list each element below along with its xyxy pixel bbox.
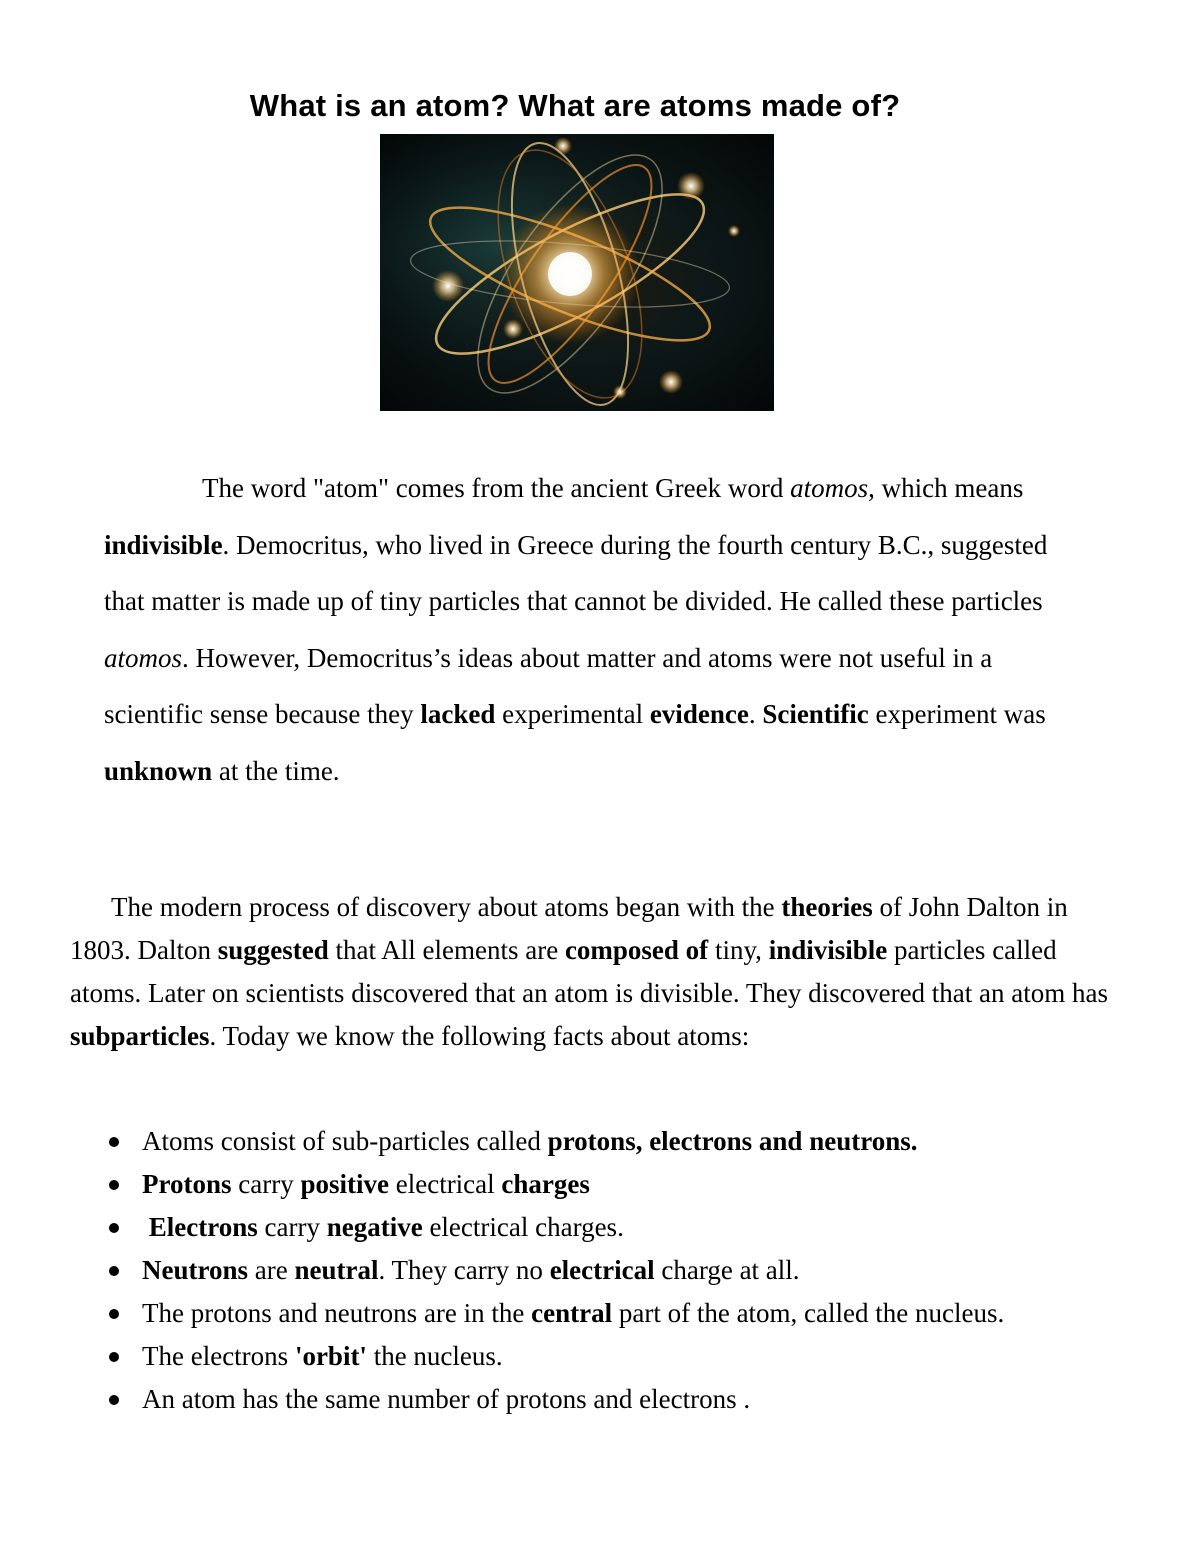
fact-item: [70, 1378, 1130, 1421]
text-run: electrical: [388, 1169, 502, 1199]
text-run: The modern process of discovery about atoms began with the: [111, 892, 782, 922]
bold-term: Electrons: [148, 1212, 258, 1242]
text-run: The electrons: [142, 1341, 295, 1371]
bold-term: charges: [501, 1169, 590, 1199]
text-run: , which means: [868, 473, 1024, 503]
text-run: electrical charges.: [422, 1212, 624, 1242]
text-run: . Today we know the following facts about atoms:: [209, 1021, 750, 1051]
bold-term: subparticles: [70, 1021, 210, 1051]
bold-term: lacked: [420, 699, 496, 729]
text-run: experimental: [495, 699, 650, 729]
italic-term: atomos: [104, 642, 183, 673]
text-run: .: [748, 699, 763, 729]
text-run: particles called atoms. Later on scientists discovered that an atom is divisible. They discovered that an atom has: [70, 935, 1108, 1008]
bold-term: unknown: [104, 755, 213, 786]
text-run: tiny,: [708, 935, 769, 965]
text-run: of John Dalton in 1803. Dalton: [70, 892, 1068, 965]
text-run: that All elements are: [328, 935, 565, 965]
fact-item: [70, 1335, 1130, 1378]
text-run: charge at all.: [654, 1255, 800, 1285]
atom-graphic: [380, 134, 774, 411]
atom-illustration: [380, 134, 774, 411]
text-run: experiment was: [868, 699, 1046, 729]
text-run: An atom has the same number of protons and electrons .: [142, 1384, 751, 1414]
bold-term: composed of: [564, 935, 709, 965]
bold-term: Scientific: [762, 699, 869, 729]
bold-term: Protons: [142, 1169, 232, 1199]
fact-item: [70, 1292, 1130, 1335]
text-run: at the time.: [212, 755, 340, 786]
bullet-icon: [109, 1180, 119, 1190]
text-run: part of the atom, called the nucleus.: [612, 1298, 1005, 1328]
text-run: The word "atom" comes from the ancient Greek word: [202, 473, 791, 503]
text-run: Atoms consist of sub-particles called: [142, 1126, 548, 1156]
text-run: the nucleus.: [366, 1341, 503, 1371]
text-run: carry: [257, 1212, 327, 1242]
bullet-icon: [109, 1137, 119, 1147]
text-run: are: [248, 1255, 295, 1285]
bullet-icon: [109, 1352, 119, 1362]
bullet-icon: [109, 1223, 119, 1233]
bullet-icon: [109, 1266, 119, 1276]
fact-item: [70, 1120, 1130, 1163]
text-run: The protons and neutrons are in the: [142, 1298, 532, 1328]
italic-term: atomos: [790, 473, 869, 503]
bold-term: evidence: [649, 699, 749, 729]
bold-term: positive: [300, 1169, 389, 1199]
page-title: What is an atom? What are atoms made of?: [249, 88, 901, 123]
fact-item: [70, 1249, 1130, 1292]
bullet-icon: [109, 1309, 119, 1319]
text-run: . Democritus, who lived in Greece during the fourth century B.C., suggested that matter is made up of tiny particles that cannot be divided. He called these particles: [104, 529, 1048, 616]
bold-term: protons, electrons and neutrons.: [547, 1126, 918, 1156]
atom-facts-list: [70, 1120, 1130, 1421]
bullet-icon: [109, 1395, 119, 1405]
fact-item: [70, 1206, 1130, 1249]
fact-item: [70, 1163, 1130, 1206]
bold-term: 'orbit': [294, 1341, 367, 1371]
intro-paragraph: [104, 460, 1094, 799]
bold-term: indivisible: [768, 935, 888, 965]
bold-term: neutral: [294, 1255, 379, 1285]
bold-term: central: [531, 1298, 613, 1328]
text-run: . However, Democritus’s ideas about matter and atoms were not useful in a scientific sense because they: [104, 642, 993, 729]
text-run: carry: [231, 1169, 301, 1199]
bold-term: electrical: [549, 1255, 655, 1285]
text-run: . They carry no: [378, 1255, 550, 1285]
dalton-paragraph: [70, 886, 1130, 1058]
bold-term: negative: [326, 1212, 423, 1242]
bold-term: Neutrons: [142, 1255, 249, 1285]
bold-term: indivisible: [104, 529, 223, 560]
bold-term: suggested: [217, 935, 329, 965]
bold-term: theories: [781, 892, 873, 922]
